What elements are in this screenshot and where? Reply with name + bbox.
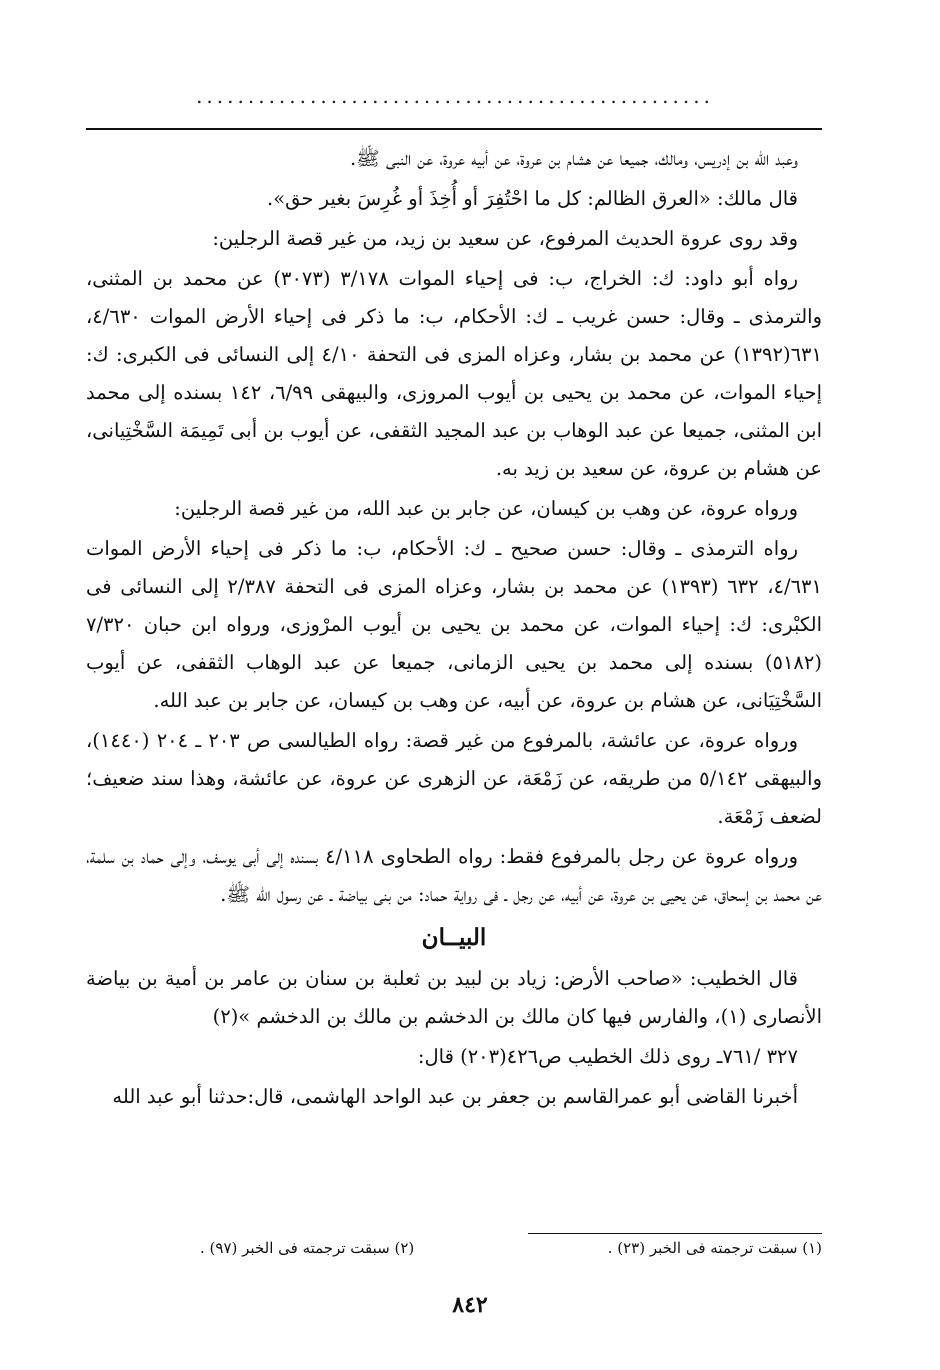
paragraph-7: ورواه عروة، عن عائشة، بالمرفوع من غير قصة: رواه الطيالسى ص ٢٠٣ ـ ٢٠٤ (١٤٤٠)، والبيهقى ٥/١٤٢ من طريقه، عن زَمْعَة، عن الزهرى عن عروة، عن عائشة، وهذا سند ضعيف؛ لضعف زَمْعَة.: [86, 729, 823, 828]
paragraph-8: ورواه عروة عن رجل بالمرفوع فقط: رواه الطحاوى ٤/١١٨ بسنده إلى أبى يوسف، وإلى حماد بن سلمة، عن محمد بن إسحاق، عن يحيى بن عروة، عن أبيه، عن رجل ـ فى رواية حماد: من بنى بياضة ـ عن رسول الله ﷺ.: [86, 845, 822, 906]
paragraph-6: رواه الترمذى ـ وقال: حسن صحيح ـ ك: الأحكام، ب: ما ذكر فى إحياء الأرض الموات ٤/٦٣١، ٦٣٢ (١٣٩٣) عن محمد بن بشار، وعزاه المزى فى التحفة ٢/٣٨٧ إلى النسائى فى الكبْرى: ك: إحياء الموات، عن محمد بن يحيى بن أيوب المرْوزى، ورواه ابن حبان ٧/٣٢٠ (٥١٨٢) بسنده إلى محمد بن يحيى الزمانى، جميعا عن عبد الوهاب الثقفى، عن أيوب السَّخْتِيَانى، عن هشام بن عروة، عن أبيه، عن وهب بن كيسان، عن جابر بن عبد الله.: [86, 537, 822, 712]
page-body: [86, 140, 822, 1116]
top-rule: [86, 128, 822, 130]
paragraph-1: وعبد الله بن إدريس، ومالك، جميعا عن هشام بن عروة، عن أبيه عروة، عن النبى ﷺ.: [349, 147, 798, 170]
bayan-paragraph-3: أخبرنا القاضى أبو عمرالقاسم بن جعفر بن عبد الواحد الهاشمى، قال:حدثنا أبو عبد الله: [112, 1085, 798, 1108]
footnote-2: (٢) سبقت ترجمته فى الخبر (٩٧) .: [200, 1239, 415, 1257]
footnote-rule: [528, 1233, 822, 1234]
paragraph-5: ورواه عروة، عن وهب بن كيسان، عن جابر بن عبد الله، من غير قصة الرجلين:: [174, 497, 798, 520]
paragraph-3: وقد روى عروة الحديث المرفوع، عن سعيد بن زيد، من غير قصة الرجلين:: [212, 227, 798, 250]
paragraph-4: رواه أبو داود: ك: الخراج، ب: فى إحياء الموات ٣/١٧٨ (٣٠٧٣) عن محمد بن المثنى، والترمذى ـ وقال: حسن غريب ـ ك: الأحكام، ب: ما ذكر فى إحياء الأرض الموات ٤/٦٣٠، ٦٣١(١٣٩٢) عن محمد بن بشار، وعزاه المزى فى التحفة ٤/١٠ إلى النسائى فى الكبرى: ك: إحياء الموات، عن محمد بن يحيى بن أيوب المروزى، والبيهقى ٦/٩٩، ١٤٢ بسنده إلى محمد ابن المثنى، جميعا عن عبد الوهاب بن عبد المجيد الثقفى، عن أيوب بن أبى تَمِيمَة السَّخْتِيانى، عن هشام بن عروة، عن سعيد بن زيد به.: [86, 267, 822, 480]
bayan-paragraph-2: ٣٢٧ /٧٦١ـ روى ذلك الخطيب ص٤٢٦(٢٠٣) قال:: [417, 1045, 798, 1068]
footnotes: [200, 1237, 822, 1259]
section-heading: البيــان: [421, 924, 487, 951]
bayan-paragraph-1: قال الخطيب: «صاحب الأرض: زياد بن لبيد بن ثعلبة بن سنان بن عامر بن أمية بن بياضة الأنصارى (١)، والفارس فيها كان مالك بن الدخشم بن مالك بن الدخشم »(٢): [86, 967, 822, 1028]
dotted-separator: ..................................................: [196, 86, 714, 106]
paragraph-2: قال مالك: «العرق الظالم: كل ما احْتُفِرَ أو أُخِذَ أو غُرِسَ بغير حق».: [267, 187, 798, 210]
footnote-1: (١) سبقت ترجمته فى الخبر (٢٣) .: [607, 1239, 822, 1257]
page-number: ٨٤٢: [452, 1292, 488, 1318]
